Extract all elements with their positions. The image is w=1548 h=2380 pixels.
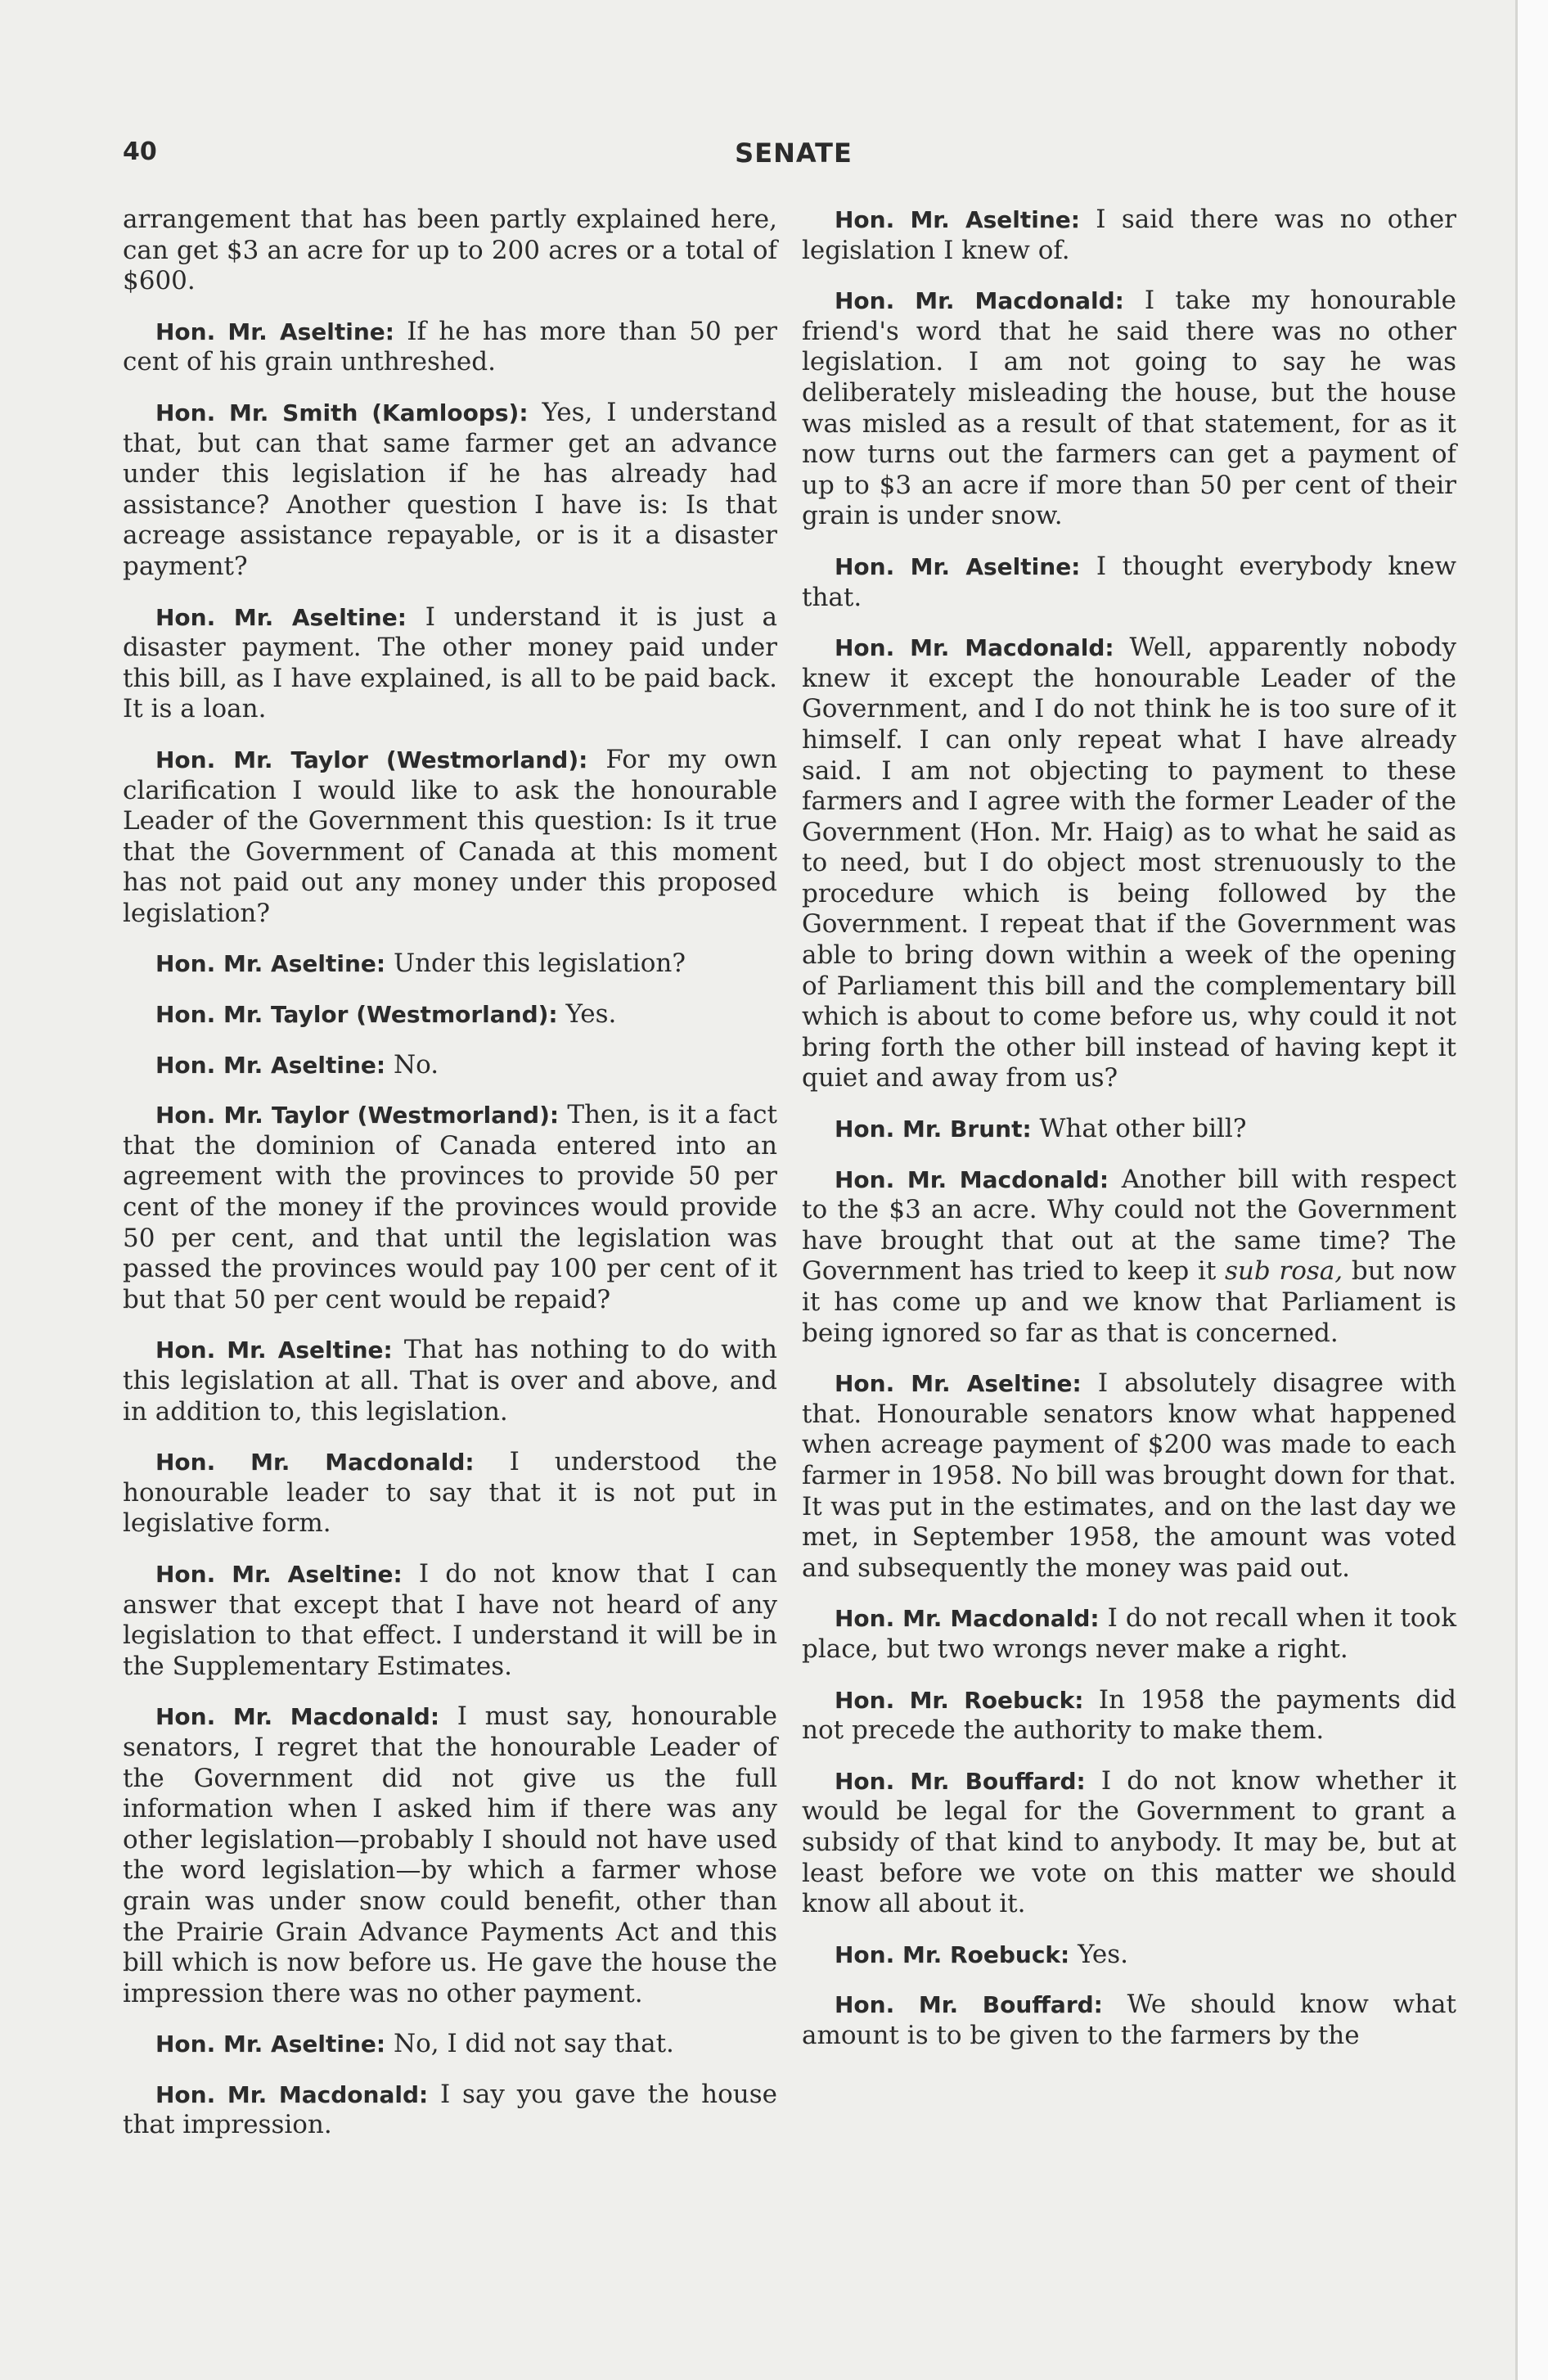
- paragraph: [802, 1114, 1456, 1145]
- paragraph: [802, 286, 1456, 532]
- speaker-name: Hon. Mr. Macdonald:: [835, 1165, 1109, 1193]
- speaker-name: Hon. Mr. Bouffard:: [835, 1767, 1086, 1795]
- speaker-name: Hon. Mr. Macdonald:: [835, 634, 1114, 662]
- speaker-name: Hon. Mr. Macdonald:: [155, 1449, 475, 1476]
- speaker-name: Hon. Mr. Aseltine:: [835, 206, 1080, 233]
- paragraph-text: Then, is it a fact that the dominion of Canada entered into an agreement with the provinces to provide 50 per cent of the money if the provinces would provide 50 per cent, and that until the legislation was passed the provinces would pay 100 per cent of it but that 50 per cent would be repaid?: [123, 1100, 777, 1314]
- paragraph-text: I understand it is just a disaster payment. The other money paid under this bill, as I have explained, is all to be paid back. It is a loan.: [123, 602, 777, 724]
- paragraph: [802, 1603, 1456, 1665]
- paragraph-text: I say you gave the house that impression.: [123, 2079, 778, 2140]
- paragraph: [123, 398, 777, 583]
- paragraph-text: Another bill with respect to the $3 an acre. Why could not the Government have brought that out at the same time? The Government has tried to keep it: [802, 1164, 1456, 1287]
- speaker-name: Hon. Mr. Aseltine:: [155, 318, 394, 345]
- speaker-name: Hon. Mr. Roebuck:: [835, 1941, 1070, 1968]
- paragraph: [123, 999, 777, 1030]
- paragraph-text: I take my honourable friend's word that he said there was no other legislation. I am not going to say he was deliberately misleading the house, but the house was misled as a result of that statement, for as it now turns out the farmers can get a payment of up to $3 an acre if more than 50 per cent of their grain is under snow.: [802, 286, 1456, 531]
- paragraph: [123, 1559, 777, 1682]
- speaker-name: Hon. Mr. Brunt:: [835, 1116, 1032, 1143]
- speaker-name: Hon. Mr. Aseltine:: [155, 603, 407, 631]
- speaker-name: Hon. Mr. Macdonald:: [155, 1703, 440, 1731]
- speaker-name: Hon. Mr. Aseltine:: [155, 2031, 386, 2058]
- paragraph: [123, 1447, 777, 1539]
- paragraph-text: Yes, I understand that, but can that same farmer get an advance under this legislation if he has already had assistance? Another question I have is: Is that acreage assistance repayable, or is it a disaster payment?: [123, 397, 777, 581]
- paragraph-text: I do not know whether it would be legal for the Government to grant a subsidy of that kind to anybody. It may be, but at least before we vote on this matter we should know all about it.: [802, 1765, 1456, 1919]
- paragraph-text: I understood the honourable leader to say that it is not put in legislative form.: [123, 1447, 777, 1539]
- italic-phrase: sub rosa,: [1225, 1256, 1343, 1287]
- paragraph-text: Well, apparently nobody knew it except the honourable Leader of the Government, and I do not think he is too sure of it himself. I can only repeat what I have already said. I am not objecting to payment to these farmers and I agree with the former Leader of the Government (Hon. Mr. Haig) as to what he said as to need, but I do object most strenuously to the procedure which is being followed by the Government. I repeat that if the Government was able to bring down within a week of the opening of Parliament this bill and the complementary bill which is about to come before us, why could it not bring forth the other bill instead of having kept it quiet and away from us?: [802, 633, 1456, 1093]
- paragraph-text: I absolutely disagree with that. Honourable senators know what happened when acreage payment of $200 was made to each farmer in 1958. No bill was brought down for that. It was put in the estimates, and on the last day we met, in September 1958, the amount was voted and subsequently the money was paid out.: [802, 1368, 1456, 1583]
- paragraph: [802, 1685, 1456, 1747]
- paragraph: [123, 317, 777, 378]
- paragraph: [123, 205, 777, 297]
- paragraph: [123, 745, 777, 930]
- speaker-name: Hon. Mr. Taylor (Westmorland):: [155, 1001, 558, 1029]
- paragraph: [123, 2029, 777, 2060]
- paragraph-text: but now it has come up and we know that Parliament is being ignored so far as that is concerned.: [802, 1256, 1456, 1348]
- speaker-name: Hon. Mr. Macdonald:: [835, 1605, 1100, 1633]
- paragraph-text: I said there was no other legislation I knew of.: [802, 205, 1456, 265]
- left-column: [123, 205, 777, 2161]
- speaker-name: Hon. Mr. Aseltine:: [155, 1560, 403, 1588]
- paragraph: [802, 1368, 1456, 1584]
- page-edge: [1518, 0, 1548, 2380]
- speaker-name: Hon. Mr. Aseltine:: [835, 552, 1081, 580]
- speaker-name: Hon. Mr. Smith (Kamloops):: [155, 399, 529, 426]
- paragraph-text: What other bill?: [1031, 1114, 1247, 1144]
- paragraph-text: If he has more than 50 per cent of his grain unthreshed.: [123, 316, 777, 377]
- paragraph: [123, 949, 777, 980]
- page-header: [123, 137, 1465, 180]
- speaker-name: Hon. Mr. Taylor (Westmorland):: [155, 746, 588, 773]
- paragraph-text: For my own clarification I would like to ask the honourable Leader of the Government this question: Is it true that the Government of Canada at this moment has not paid out any money under this proposed legislation?: [123, 744, 777, 928]
- paragraph: [123, 1050, 777, 1081]
- speaker-name: Hon. Mr. Bouffard:: [835, 1991, 1103, 2019]
- speaker-name: Hon. Mr. Taylor (Westmorland):: [155, 1102, 560, 1129]
- page-number: 40: [123, 137, 157, 166]
- paragraph-text: Yes.: [557, 999, 617, 1030]
- paragraph-text: Yes.: [1069, 1939, 1128, 1969]
- speaker-name: Hon. Mr. Aseltine:: [835, 1370, 1082, 1398]
- paragraph: [802, 1766, 1456, 1920]
- paragraph: [123, 602, 777, 725]
- paragraph-text: We should know what amount is to be given to the farmers by the: [802, 1990, 1456, 2050]
- paragraph-text: I do not recall when it took place, but two wrongs never make a right.: [802, 1603, 1456, 1664]
- paragraph: [802, 205, 1456, 266]
- paragraph: [802, 1165, 1456, 1350]
- paragraph: [123, 1100, 777, 1315]
- page-title: SENATE: [735, 137, 853, 169]
- paragraph-text: No, I did not say that.: [385, 2029, 674, 2059]
- paragraph-text: No.: [385, 1049, 439, 1080]
- paragraph-text: In 1958 the payments did not precede the authority to make them.: [802, 1684, 1456, 1746]
- right-column: [802, 205, 1456, 2071]
- paragraph-text: I must say, honourable senators, I regret that the honourable Leader of the Government did not give us the full information when I asked him if there was any other legislation—probably I should not have used the word legislation—by which a farmer whose grain was under snow could benefit, other than the Prairie Grain Advance Payments Act and this bill which is now before us. He gave the house the impression there was no other payment.: [123, 1702, 777, 2008]
- paragraph-text: That has nothing to do with this legislation at all. That is over and above, and in addition to, this legislation.: [123, 1335, 777, 1427]
- paragraph-text: I thought everybody knew that.: [802, 551, 1456, 612]
- paragraph: [802, 552, 1456, 613]
- speaker-name: Hon. Mr. Aseltine:: [155, 1336, 393, 1364]
- speaker-name: Hon. Mr. Macdonald:: [835, 287, 1124, 315]
- paragraph: [802, 633, 1456, 1094]
- paragraph-text: arrangement that has been partly explained here, can get $3 an acre for up to 200 acres or a total of $600.: [123, 205, 777, 296]
- speaker-name: Hon. Mr. Roebuck:: [835, 1686, 1084, 1714]
- paragraph-text: Under this legislation?: [385, 949, 686, 979]
- paragraph: [123, 1702, 777, 2009]
- speaker-name: Hon. Mr. Macdonald:: [155, 2080, 429, 2108]
- paragraph: [802, 1940, 1456, 1971]
- speaker-name: Hon. Mr. Aseltine:: [155, 950, 386, 978]
- paragraph: [123, 2080, 777, 2141]
- paragraph-text: I do not know that I can answer that except that I have not heard of any legislation to that effect. I understand it will be in the Supplementary Estimates.: [123, 1558, 777, 1681]
- speaker-name: Hon. Mr. Aseltine:: [155, 1051, 386, 1079]
- paragraph: [802, 1990, 1456, 2051]
- paragraph: [123, 1335, 777, 1427]
